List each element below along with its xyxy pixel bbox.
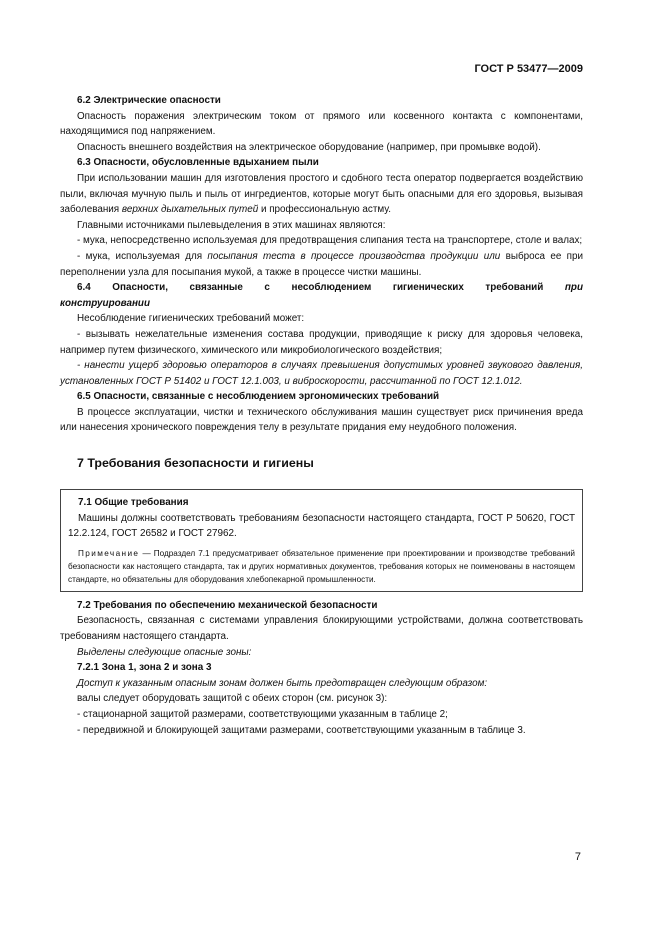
section-6-4-title: 6.4 Опасности, связанные с несоблюдением гигиенических требований при [77, 282, 583, 294]
section-6-3-list-item-2: - мука, используемая для посыпания теста в процессе производства продукции или выброса ее при переполнении узла для посыпания мукой, а также в процессе чистки машины. [60, 250, 584, 278]
section-6-3-list-item-1: - мука, непосредственно используемая для предотвращения слипания теста на транспортере, столе и валах; [77, 235, 583, 247]
section-6-3-title: 6.3 Опасности, обусловленные вдыханием пыли [77, 157, 319, 169]
section-6-2-title: 6.2 Электрические опасности [77, 95, 221, 106]
section-6-5-title: 6.5 Опасности, связанные с несоблюдением эргономических требований [77, 391, 440, 403]
section-7-2-title: 7.2 Требования по обеспечению механической безопасности [77, 599, 378, 611]
page-header: ГОСТ Р 53477—2009 [474, 63, 583, 75]
section-7-1-paragraph-1: Машины должны соответствовать требованиям безопасности настоящего стандарта, ГОСТ Р 50620, ГОСТ 12.2.124, ГОСТ 26582 и ГОСТ 27962. [68, 512, 575, 540]
section-7-title: 7 Требования безопасности и гигиены [77, 456, 314, 471]
section-7-2-paragraph-2: Выделены следующие опасные зоны: [77, 646, 252, 658]
section-7-2-paragraph-1: Безопасность, связанная с системами управления блокирующими устройствами, должна соответствовать требованиям настоящего стандарта. [60, 615, 583, 643]
section-7-1-note: Примечание — Подраздел 7.1 предусматривает обязательное применение при проектировании и производстве требований безопасности как настоящего стандарта, так и других нормативных документов, требования которых не поименованы в настоящем стандарте, но обязательны для оборудования хлебопекарной промышленности. [68, 548, 575, 584]
section-6-3-paragraph-2: Главными источниками пылевыделения в этих машинах являются: [77, 219, 386, 231]
section-7-1-frame [60, 489, 583, 592]
section-6-2-paragraph-1: Опасность поражения электрическим током от прямого или косвенного контакта с компонентами, находящимися под напряжением. [60, 110, 583, 138]
section-7-2-1-title: 7.2.1 Зона 1, зона 2 и зона 3 [77, 662, 212, 674]
section-6-4-paragraph-1: Несоблюдение гигиенических требований может: [77, 313, 305, 325]
document-body [60, 93, 583, 738]
section-7-2-1-paragraph-2: валы следует оборудовать защитой с обеих сторон (см. рисунок 3): [77, 693, 388, 705]
section-6-4-title-continued: конструировании [60, 297, 150, 309]
section-6-4-list-item-2: - нанести ущерб здоровью операторов в случаях превышения допустимых уровней звукового давления, установленных ГОСТ Р 51402 и ГОСТ 12.1.003, и виброскорости, рассчитанной по ГОСТ 12.1.012. [60, 360, 583, 387]
section-6-5-paragraph-1: В процессе эксплуатации, чистки и технического обслуживания машин существует риск причинения вреда или нанесения хронического повреждения телу в результате придания ему неудобного положения. [60, 406, 583, 434]
section-6-3-paragraph-1: При использовании машин для изготовления простого и сдобного теста оператор подвергается воздействию пыли, включая мучную пыль и пыль от ингредиентов, которые могут быть опасными для его здоровья, вызывая заболевания верхних дыхательных путей и профессиональную астму. [60, 172, 583, 216]
section-7-2-1-list-item-2: - передвижной и блокирующей защитами размерами, соответствующими указанным в таблице 3. [77, 724, 526, 736]
section-6-2-paragraph-2: Опасность внешнего воздействия на электрическое оборудование (например, при промывке водой). [77, 141, 541, 153]
section-7-1-title: 7.1 Общие требования [78, 497, 189, 509]
section-7-2-1-paragraph-1: Доступ к указанным опасным зонам должен быть предотвращен следующим образом: [77, 677, 488, 689]
section-6-4-list-item-1: - вызывать нежелательные изменения состава продукции, приводящие к риску для здоровья человека, например путем физического, химического или микробиологического воздействия; [60, 328, 583, 356]
section-7-2-1-list-item-1: - стационарной защитой размерами, соответствующими указанным в таблице 2; [77, 709, 448, 720]
page-number: 7 [574, 851, 581, 863]
